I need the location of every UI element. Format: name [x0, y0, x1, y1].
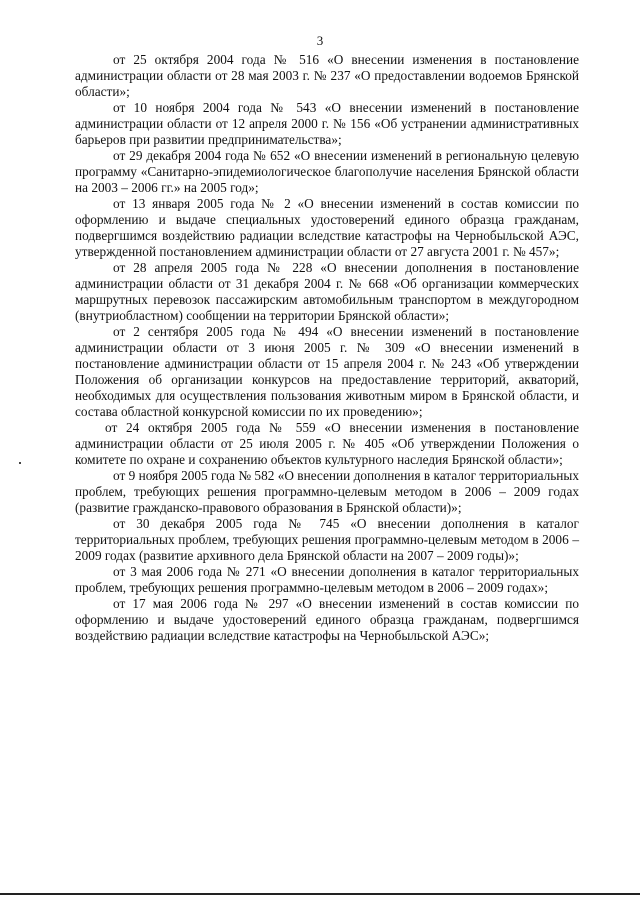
paragraph-2: от 10 ноября 2004 года № 543 «О внесении изменений в постановление администрации области от 12 апреля 2000 г. № 156 «Об устранении административных барьеров при развитии предпринимательства»;: [75, 100, 579, 147]
page-number: 3: [316, 33, 324, 48]
paragraph-9: от 30 декабря 2005 года № 745 «О внесении дополнения в каталог территориальных проблем, требующих решения программно-целевым методом в 2006 – 2009 годах (развитие архивного дела Брянской области на 2007 – 2009 годы)»;: [75, 516, 579, 563]
paragraph-5: от 28 апреля 2005 года № 228 «О внесении дополнения в постановление администрации области от 31 декабря 2004 г. № 668 «Об организации коммерческих маршрутных перевозок пассажирским автомобильным транспортом в междугородном (внутриобластном) сообщении на территории Брянской области»;: [75, 260, 579, 323]
paragraph-11: от 17 мая 2006 года № 297 «О внесении изменений в состав комиссии по оформлению и выдаче удостоверений единого образца гражданам, подвергшимся воздействию радиации вследствие катастрофы на Чернобыльской АЭС»;: [75, 596, 579, 643]
paragraph-6: от 2 сентября 2005 года № 494 «О внесении изменений в постановление администрации области от 3 июня 2005 г. № 309 «О внесении изменений в постановление администрации области от 15 апреля 2004 г. № 243 «Об утверждении Положения об организации конкурсов на предоставление территорий, акваторий, необходимых для осуществления пользования животным миром в Брянской области, и состава областной конкурсной комиссии по их проведению»;: [75, 324, 579, 419]
document-body: [75, 52, 579, 644]
paragraph-7: от 24 октября 2005 года № 559 «О внесении изменения в постановление администрации области от 25 июля 2005 г. № 405 «Об утверждении Положения о комитете по охране и сохранению объектов культурного наследия Брянской области»;: [75, 420, 579, 467]
paragraph-10: от 3 мая 2006 года № 271 «О внесении дополнения в каталог территориальных проблем, требующих решения программно-целевым методом в 2006 – 2009 годах»;: [75, 564, 579, 595]
scan-speck: [19, 462, 21, 464]
paragraph-1: от 25 октября 2004 года № 516 «О внесении изменения в постановление администрации области от 28 мая 2003 г. № 237 «О предоставлении водоемов Брянской области»;: [75, 52, 579, 99]
paragraph-8: от 9 ноября 2005 года № 582 «О внесении дополнения в каталог территориальных проблем, требующих решения программно-целевым методом в 2006 – 2009 годах (развитие гражданско-правового образования в Брянской области)»;: [75, 468, 579, 515]
scan-edge-line: [0, 893, 640, 895]
paragraph-4: от 13 января 2005 года № 2 «О внесении изменений в состав комиссии по оформлению и выдаче специальных удостоверений единого образца гражданам, подвергшимся воздействию радиации вследствие катастрофы на Чернобыльской АЭС, утвержденной постановлением администрации области от 27 августа 2001 г. № 457»;: [75, 196, 579, 259]
paragraph-3: от 29 декабря 2004 года № 652 «О внесении изменений в региональную целевую программу «Санитарно-эпидемиологическое благополучие населения Брянской области на 2003 – 2006 гг.» на 2005 год»;: [75, 148, 579, 195]
